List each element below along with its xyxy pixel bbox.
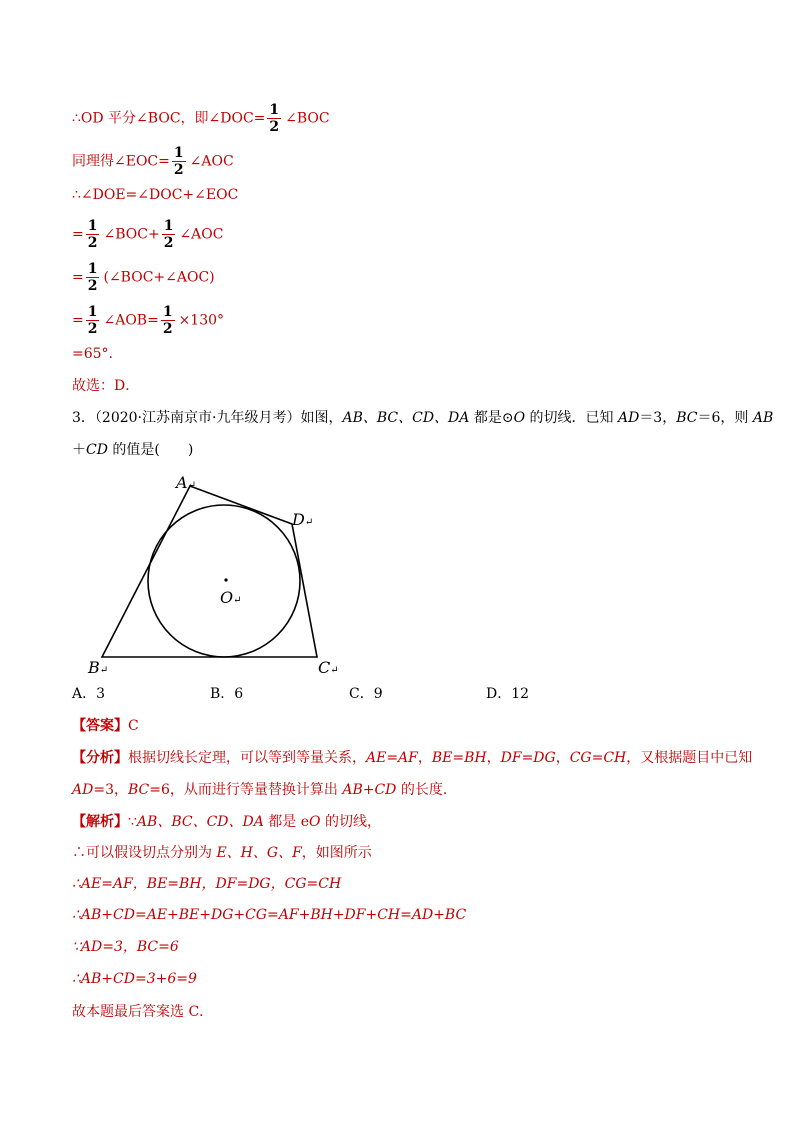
text: BC [127,782,150,798]
text: ∵ [128,814,137,830]
text: 的切线．已知 [525,410,618,426]
text: ，又根据题目中已知 [626,750,753,766]
analysis-line-1 [72,748,752,768]
text: AB [752,410,774,426]
fraction-numerator: 1 [269,102,280,118]
text: =3， [93,782,128,798]
solution-line-3: ∴AE=AF，BE=BH，DF=DG，CG=CH [72,876,342,892]
label-a: A↵ [176,473,196,492]
text: CD [86,442,108,458]
text: ∠BOC+ [103,226,160,243]
text: DF=DG [500,750,556,766]
label-b: B↵ [88,658,109,677]
option-d: D．12 [486,686,530,702]
solution-line-1 [72,812,381,832]
text: 都是 e [263,814,310,830]
text: AD [72,782,94,798]
quadrilateral-abcd [102,486,317,657]
fraction-denominator: 2 [87,278,98,294]
tangent-quadrilateral-figure [80,468,360,680]
text: AD [617,410,640,426]
text: AB、BC、CD、DA [136,814,264,830]
text: ∴可以假设切点分别为 [72,845,217,861]
fraction-denominator: 2 [173,162,184,178]
text: AB、BC、CD、DA [342,410,470,426]
text: 根据切线长定理，可以等到等量关系， [128,750,366,766]
answer-line [72,716,139,736]
fraction-denominator: 2 [87,235,98,251]
solution-line-6: ∴AB+CD=3+6=9 [72,971,197,987]
text: = [72,269,84,286]
prev-solution-line-4 [72,218,223,251]
solution-tag: 【解析】 [72,814,128,830]
text: = [72,312,84,329]
text: 如图， [300,410,343,426]
prev-solution-line-6 [72,304,224,337]
text: ∠AOB= [103,312,159,329]
fraction-numerator: 1 [87,304,98,320]
text: ， [555,750,570,766]
text: O [513,410,526,426]
answer-tag: 【答案】 [72,718,128,734]
inscribed-circle [148,505,300,657]
fraction-numerator: 1 [163,218,174,234]
fraction-denominator: 2 [162,321,173,337]
text: ∠AOC [179,226,224,243]
text: BE=BH [431,750,487,766]
answer-value: C [128,718,139,734]
fraction [162,218,176,251]
fraction-numerator: 1 [87,261,98,277]
prev-solution-line-3: ∴∠DOE=∠DOC+∠EOC [72,187,239,203]
fraction-denominator: 2 [87,321,98,337]
solution-line-4: ∴AB+CD=AE+BE+DG+CG=AF+BH+DF+CH=AD+BC [72,907,467,923]
fraction [267,102,281,135]
fraction-denominator: 2 [163,235,174,251]
text: ∠BOC [285,110,330,127]
text: =6，从而进行等量替换计算出 [149,782,343,798]
question-line-2 [72,440,193,460]
text: O [309,814,321,830]
text: 同理得∠EOC= [72,153,170,170]
question-source: （2020·江苏南京市·九年级月考） [94,410,301,426]
option-c: C．9 [349,686,383,702]
label-o: O↵ [220,588,242,607]
text: CG=CH [569,750,627,766]
fraction-numerator: 1 [87,218,98,234]
text: ＋ [72,442,86,458]
text: ，如图所示 [301,845,372,861]
question-line-1 [72,408,773,428]
text: 的长度． [396,782,457,798]
text: ∠AOC [189,153,234,170]
fraction-numerator: 1 [162,304,173,320]
text: E、H、G、F [216,845,302,861]
text: ∴OD 平分∠BOC，即∠DOC= [72,110,266,127]
analysis-line-2 [72,780,457,800]
fraction-numerator: 1 [173,145,184,161]
text: 的切线， [320,814,381,830]
prev-solution-line-7: =65°. [72,346,113,362]
text: ＝6，则 [697,410,753,426]
analysis-tag: 【分析】 [72,750,128,766]
text: ×130° [178,312,225,329]
text: AB+CD [342,782,397,798]
text: ， [486,750,501,766]
text: ＝3， [639,410,677,426]
text: AE=AF [366,750,418,766]
text: ， [417,750,432,766]
prev-solution-line-8: 故选：D． [72,378,140,394]
fraction [86,218,100,251]
solution-line-5: ∵AD=3，BC=6 [72,939,179,955]
prev-solution-line-2 [72,145,234,178]
fraction-denominator: 2 [269,119,280,135]
fraction [161,304,175,337]
label-d: D↵ [292,510,314,529]
option-a: A．3 [72,686,106,702]
question-number: 3． [72,410,95,426]
text: (∠BOC+∠AOC) [103,269,215,286]
solution-line-7: 故本题最后答案选 C． [72,1004,214,1020]
prev-solution-line-1 [72,102,330,135]
center-point [224,578,227,581]
option-b: B．6 [210,686,244,702]
fraction [86,261,100,294]
text: 都是⊙ [469,410,514,426]
text: = [72,226,84,243]
solution-line-2 [72,843,372,863]
text: BC [676,410,698,426]
fraction [172,145,186,178]
label-c: C↵ [318,658,339,677]
text: 的值是( ) [107,442,194,458]
prev-solution-line-5 [72,261,215,294]
fraction [86,304,100,337]
